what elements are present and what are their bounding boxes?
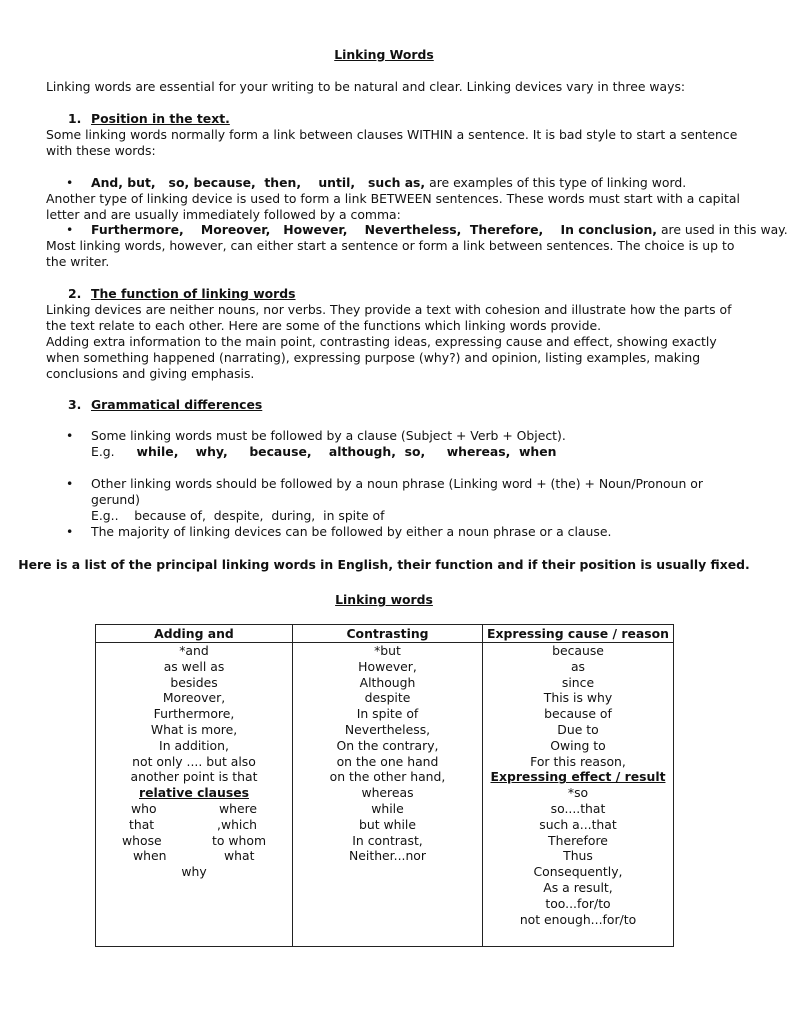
table-cell: what: [224, 848, 255, 864]
table-cell: when: [133, 848, 167, 864]
section1-text: letter and are usually immediately followed by a comma:: [46, 207, 401, 222]
section1-text: the writer.: [46, 254, 110, 269]
table-cell: but while: [358, 816, 416, 832]
relative-clauses-heading: relative clauses: [138, 785, 249, 801]
table-cell: Consequently,: [533, 864, 623, 880]
table-cell: on the one hand: [336, 753, 439, 769]
table-body-row: [96, 643, 674, 947]
relative-row: [96, 848, 292, 864]
adding-column: [96, 643, 293, 947]
contrasting-column: [293, 643, 483, 947]
table-cell: who: [131, 800, 157, 816]
table-cell: Although: [359, 674, 416, 690]
noun-phrase-bullet: gerund): [91, 492, 140, 507]
table-cell: as well as: [163, 658, 225, 674]
page-title: Linking Words: [334, 47, 434, 62]
table-cell: *so: [567, 785, 589, 801]
table-cell: because of: [544, 706, 612, 722]
table-cell: This is why: [543, 690, 613, 706]
section1-number: 1.: [68, 111, 82, 126]
table-cell: so....that: [550, 800, 606, 816]
table-cell: However,: [358, 658, 417, 674]
table-header-row: [96, 625, 674, 643]
table-cell: besides: [170, 674, 218, 690]
table-cell: as: [570, 658, 586, 674]
table-cell: In spite of: [356, 706, 419, 722]
table-cell: since: [561, 674, 595, 690]
table-cell: In addition,: [159, 737, 229, 753]
section1-text: with these words:: [46, 143, 156, 158]
bullet-icon: •: [66, 175, 74, 190]
table-cell: too...for/to: [545, 895, 611, 911]
table-cell: despite: [364, 690, 411, 706]
header-contrasting: Contrasting: [293, 625, 483, 643]
table-cell: Therefore: [548, 832, 608, 848]
example-label: E.g.: [91, 444, 115, 459]
intro-paragraph: Linking words are essential for your writing to be natural and clear. Linking devices vary in three ways:: [46, 79, 686, 94]
table-cell: For this reason,: [530, 753, 626, 769]
list-intro: Here is a list of the principal linking words in English, their function and if their position is usually fixed.: [18, 557, 750, 572]
table-cell: where: [219, 800, 258, 816]
between-sentences-rest: are used in this way.: [657, 222, 788, 237]
table-cell: As a result,: [543, 879, 613, 895]
table-cell: whose: [122, 832, 162, 848]
table-cell: Furthermore,: [153, 706, 235, 722]
table-title: Linking words: [335, 592, 433, 607]
relative-row: [96, 833, 292, 849]
table-cell: Due to: [557, 721, 599, 737]
bullet-icon: •: [66, 524, 74, 539]
table-cell: not only .... but also: [132, 753, 256, 769]
header-adding: Adding and: [96, 625, 293, 643]
table-cell: What is more,: [150, 721, 238, 737]
table-cell: why: [181, 864, 207, 880]
table-cell: Nevertheless,: [344, 721, 431, 737]
table-cell: Thus: [563, 848, 593, 864]
table-cell: that: [129, 816, 155, 832]
section2-text: the text relate to each other. Here are some of the functions which linking words provide.: [46, 318, 602, 333]
table-cell: On the contrary,: [336, 737, 439, 753]
table-cell: not enough...for/to: [519, 911, 637, 927]
section2-text: Adding extra information to the main point, contrasting ideas, expressing cause and effect, showing exactly: [46, 334, 717, 349]
section2-text: Linking devices are neither nouns, nor verbs. They provide a text with cohesion and illustrate how the parts of: [46, 302, 732, 317]
section1-text: Most linking words, however, can either start a sentence or form a link between sentences. The choice is up to: [46, 238, 735, 253]
within-sentence-words: And, but, so, because, then, until, such as,: [91, 175, 426, 190]
effect-result-heading: Expressing effect / result: [490, 769, 666, 785]
cause-column: [483, 643, 674, 947]
bullet-icon: •: [66, 428, 74, 443]
table-cell: whereas: [361, 785, 414, 801]
table-cell: Owing to: [550, 737, 606, 753]
bullet-between-sentences: [91, 222, 788, 238]
noun-phrase-example: E.g.. because of, despite, during, in spite of: [91, 508, 385, 523]
either-bullet: The majority of linking devices can be followed by either a noun phrase or a clause.: [91, 524, 612, 539]
table-cell: on the other hand,: [329, 769, 446, 785]
section3-number: 3.: [68, 397, 82, 412]
table-cell: *but: [374, 643, 401, 658]
between-sentences-words: Furthermore, Moreover, However, Nevertheless, Therefore, In conclusion,: [91, 222, 658, 237]
section1-heading: Position in the text.: [91, 111, 230, 126]
clause-example-words: while, why, because, although, so, whereas, when: [136, 444, 557, 459]
linking-words-table: [95, 624, 674, 947]
section2-heading: The function of linking words: [91, 286, 296, 301]
table-cell: In contrast,: [352, 832, 423, 848]
section2-text: conclusions and giving emphasis.: [46, 366, 255, 381]
section1-text: Another type of linking device is used to form a link BETWEEN sentences. These words must start with a capital: [46, 191, 740, 206]
table-cell: another point is that: [130, 769, 258, 785]
table-cell: Moreover,: [162, 690, 226, 706]
section2-number: 2.: [68, 286, 82, 301]
within-sentence-rest: are examples of this type of linking word.: [425, 175, 687, 190]
bullet-icon: •: [66, 222, 74, 237]
clause-example: [91, 444, 556, 460]
table-cell: *and: [179, 643, 209, 658]
table-cell: ,which: [217, 816, 258, 832]
bullet-within-sentence: [91, 175, 686, 191]
table-cell: to whom: [212, 832, 267, 848]
clause-bullet: Some linking words must be followed by a clause (Subject + Verb + Object).: [91, 428, 566, 443]
relative-row: [96, 801, 292, 817]
section2-text: when something happened (narrating), expressing purpose (why?) and opinion, listing examples, making: [46, 350, 701, 365]
noun-phrase-bullet: Other linking words should be followed by a noun phrase (Linking word + (the) + Noun/Pronoun or: [91, 476, 703, 491]
table-cell: Neither...nor: [349, 848, 426, 864]
header-cause: Expressing cause / reason: [483, 625, 674, 643]
section3-heading: Grammatical differences: [91, 397, 263, 412]
relative-row: [96, 817, 292, 833]
bullet-icon: •: [66, 476, 74, 491]
table-cell: because: [552, 643, 604, 658]
table-cell: such a...that: [539, 816, 617, 832]
table-cell: while: [371, 800, 404, 816]
section1-text: Some linking words normally form a link between clauses WITHIN a sentence. It is bad style to start a sentence: [46, 127, 738, 142]
